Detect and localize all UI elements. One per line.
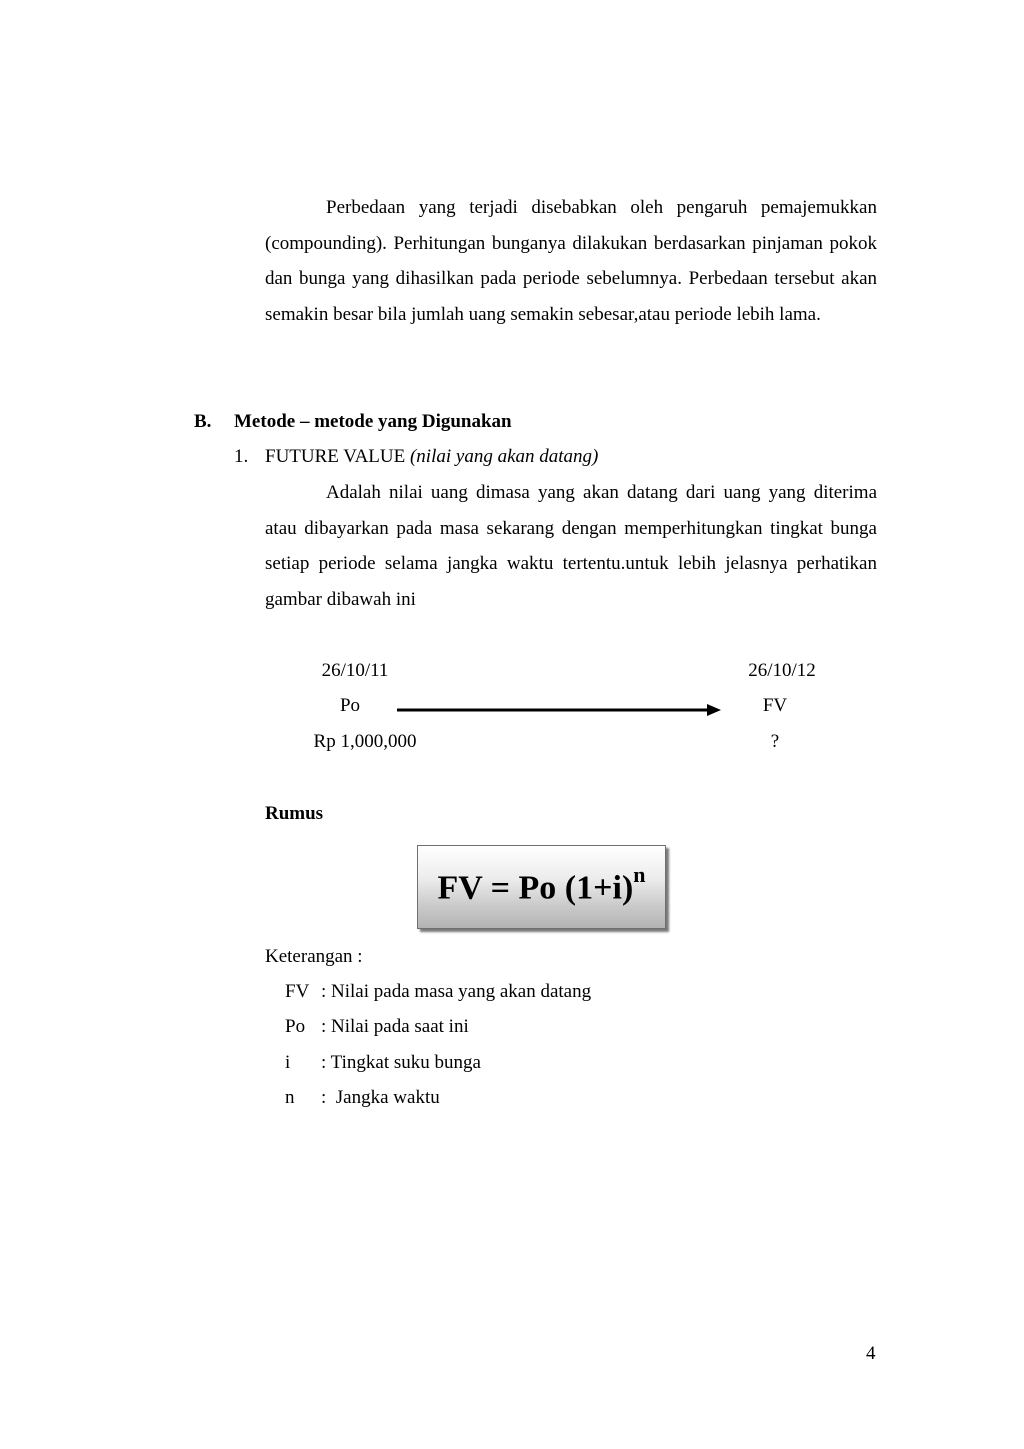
right-value: ? [770, 731, 780, 752]
legend-description: : Nilai pada masa yang akan datang [321, 981, 592, 1002]
left-label: Po [339, 695, 361, 716]
legend-description: : Nilai pada saat ini [321, 1016, 469, 1037]
legend-symbol: i [285, 1052, 291, 1073]
formula-exponent: n [633, 862, 646, 888]
subsection-title-main: FUTURE VALUE [265, 446, 410, 467]
intro-paragraph: Perbedaan yang terjadi disebabkan oleh pengaruh pemajemukkan (compounding). Perhitungan bunganya dilakukan berdasarkan pinjaman pokok dan bunga yang dihasilkan pada periode sebelumnya. Perbedaan tersebut akan semakin besar bila jumlah uang semakin sebesar,atau periode lebih lama. [265, 197, 877, 325]
right-date: 26/10/12 [748, 660, 816, 681]
formula [437, 862, 646, 907]
timeline-arrow [395, 700, 725, 720]
right-label: FV [762, 695, 788, 716]
legend-symbol: n [285, 1087, 295, 1108]
subsection-title-italic: (nilai yang akan datang) [409, 446, 599, 467]
formula-box [417, 845, 666, 929]
legend-symbol: Po [285, 1016, 306, 1037]
subsection-title [265, 445, 598, 469]
legend-description: : Tingkat suku bunga [321, 1052, 481, 1073]
rumus-heading: Rumus [265, 803, 324, 824]
section-title: Metode – metode yang Digunakan [234, 411, 512, 432]
formula-base: FV = Po (1+i) [437, 869, 634, 907]
page-number: 4 [866, 1343, 876, 1364]
legend-symbol: FV [285, 981, 310, 1002]
section-number: B. [194, 411, 212, 432]
left-date: 26/10/11 [321, 660, 389, 681]
definition-paragraph: Adalah nilai uang dimasa yang akan datang dari uang yang diterima atau dibayarkan pada masa sekarang dengan memperhitungkan tingkat bunga setiap periode selama jangka waktu tertentu.untuk lebih jelasnya perhatikan gambar dibawah ini [265, 482, 877, 610]
legend-description: : Jangka waktu [321, 1087, 440, 1108]
left-value: Rp 1,000,000 [313, 731, 417, 752]
subsection-number: 1. [234, 446, 249, 467]
legend-heading: Keterangan : [265, 946, 363, 967]
